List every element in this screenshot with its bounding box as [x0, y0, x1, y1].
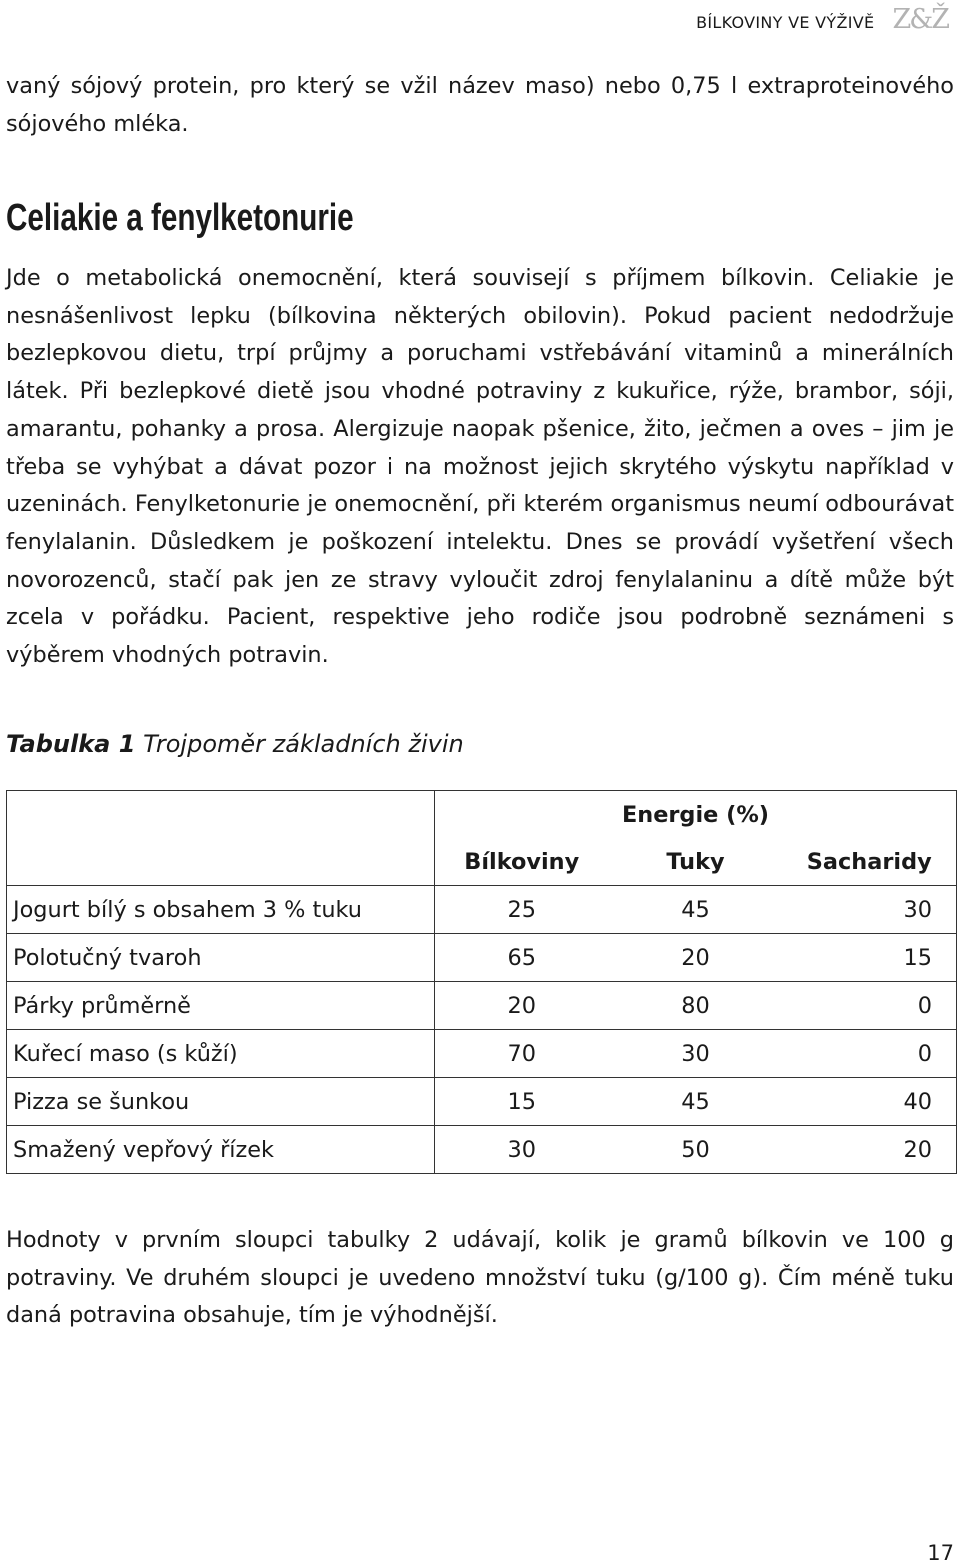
publication-logo: Z&Ž: [892, 4, 948, 35]
protein-cell: 20: [435, 982, 609, 1030]
carb-cell: 40: [783, 1078, 957, 1126]
carb-cell: 20: [783, 1126, 957, 1174]
protein-cell: 30: [435, 1126, 609, 1174]
nutrient-ratio-table: [6, 790, 957, 1174]
carb-cell: 15: [783, 934, 957, 982]
protein-cell: 70: [435, 1030, 609, 1078]
table-row: [7, 886, 957, 934]
table-caption: [6, 726, 464, 762]
page-number: 17: [927, 1541, 954, 1565]
fat-cell: 30: [609, 1030, 783, 1078]
fat-cell: 20: [609, 934, 783, 982]
carb-cell: 30: [783, 886, 957, 934]
table-row: [7, 982, 957, 1030]
food-name-cell: Párky průměrně: [7, 982, 435, 1030]
fat-cell: 45: [609, 1078, 783, 1126]
paragraph-table-note: Hodnoty v prvním sloupci tabulky 2 udávají, kolik je gramů bílkovin ve 100 g potraviny. Ve druhém sloupci je uvedeno množství tuku (g/100 g). Čím méně tuku daná potravina obsahuje, tím je výhodnější.: [6, 1227, 954, 1329]
food-name-cell: Polotučný tvaroh: [7, 934, 435, 982]
fat-cell: 80: [609, 982, 783, 1030]
fat-cell: 45: [609, 886, 783, 934]
table-row: [7, 1126, 957, 1174]
fat-cell: 50: [609, 1126, 783, 1174]
group-header-energy: Energie (%): [435, 791, 957, 839]
food-name-cell: Pizza se šunkou: [7, 1078, 435, 1126]
carb-cell: 0: [783, 982, 957, 1030]
table-row: [7, 1078, 957, 1126]
food-name-cell: Smažený vepřový řízek: [7, 1126, 435, 1174]
food-name-cell: Jogurt bílý s obsahem 3 % tuku: [7, 886, 435, 934]
table-caption-text: Trojpoměr základních živin: [143, 730, 464, 758]
protein-cell: 25: [435, 886, 609, 934]
paragraph-celiakie: Jde o metabolická onemocnění, která souvisejí s příjmem bílkovin. Celiakie je nesnášenlivost lepku (bílkovina některých obilovin). Pokud pacient nedodržuje bezlepkovou dietu, trpí průjmy a poruchami vstřebávání vitaminů a minerálních látek. Při bezlepkové dietě jsou vhodné potraviny z kukuřice, rýže, brambor, sóji, amarantu, pohanky a prosa. Alergizuje naopak pšenice, žito, ječmen a oves – jim je třeba se vyhýbat a dávat pozor i na možnost jejich skrytého výskytu například v uzeninách. Fenylketonurie je onemocnění, při kterém organismus neumí odbourávat fenylalanin. Důsledkem je poškození intelektu. Dnes se provádí vyšetření všech novorozenců, stačí pak jen ze stravy vyloučit zdroj fenylalaninu a dítě může být zcela v pořádku. Pacient, respektive jeho rodiče jsou podrobně seznámeni s výběrem vhodných potravin.: [6, 265, 954, 669]
protein-cell: 65: [435, 934, 609, 982]
section-heading: Celiakie a fenylketonurie: [6, 197, 354, 239]
table-caption-label: Tabulka 1: [6, 730, 136, 758]
table-header-row: [7, 791, 957, 839]
running-head: [696, 4, 948, 35]
column-header: Tuky: [609, 838, 783, 886]
table-row: [7, 1030, 957, 1078]
table-row: [7, 934, 957, 982]
food-name-cell: Kuřecí maso (s kůží): [7, 1030, 435, 1078]
paragraph-continued: vaný sójový protein, pro který se vžil název maso) nebo 0,75 l extraproteinového sójového mléka.: [6, 73, 954, 137]
column-header: Sacharidy: [783, 838, 957, 886]
carb-cell: 0: [783, 1030, 957, 1078]
column-header: Bílkoviny: [435, 838, 609, 886]
table-corner-cell: [7, 791, 435, 886]
protein-cell: 15: [435, 1078, 609, 1126]
running-head-title: BÍLKOVINY VE VÝŽIVĚ: [696, 13, 875, 32]
